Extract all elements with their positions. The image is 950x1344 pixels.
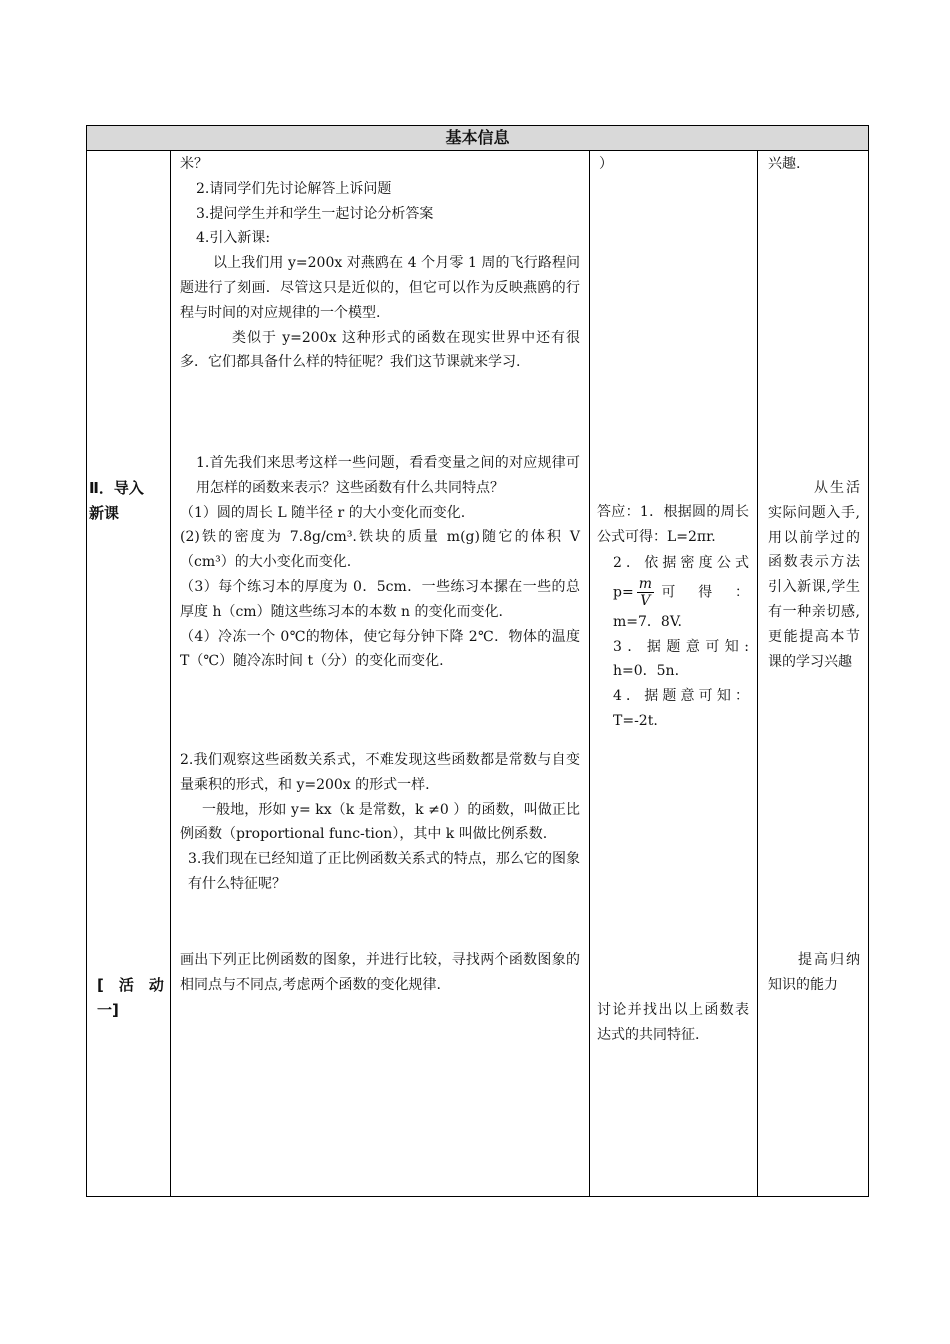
student-answers: 答应：1．根据圆的周长公式可得：L=2πr. 2．依据密度公式 p= $\frac{m}{V}$ 可 得 ：m=7．8V. 3．据题意可知: h=0．5n. 4．据题意可知：T=-2t. — [597, 504, 763, 729]
section-label-activity: [ 活 动 一] — [97, 976, 164, 1019]
table-header: 基本信息 — [87, 126, 868, 151]
design-intent-2: 提高归纳知识的能力 — [768, 952, 860, 993]
student-discussion: 讨论并找出以上函数表达式的共同特征. — [597, 1002, 749, 1043]
question-2: 2.我们观察这些函数关系式，不难发现这些函数都是常数与自变量乘积的形式，和 y=200x 的形式一样. 一般地，形如 y= kx（k 是常数，k ≠0 ）的函数，叫做正比例函数（proportional func-tion），其中 k 叫做比例系数. 3.我们现在已经知道了正比例函数关系式的特点，那么它的图象有什么特征呢？ — [180, 752, 580, 892]
question-1: 1.首先我们来思考这样一些问题，看看变量之间的对应规律可用怎样的函数来表示？这些函数有什么共同特点？ （1）圆的周长 L 随半径 r 的大小变化而变化. (2)铁的密度为 7.8g/cm³.铁块的质量 m(g)随它的体积 V（cm³）的大小变化而变化. （3）每个练习本的厚度为 0．5cm．一些练习本摞在一些的总厚度 h（cm）随这些练习本的本数 n 的变化而变化. （4）冷冻一个 0℃的物体，使它每分钟下降 2℃．物体的温度 T（℃）随冷冻时间 t（分）的变化而变化. — [180, 455, 580, 670]
design-intent-1: 从生活实际问题入手,用以前学过的函数表示方法引入新课,学生有一种亲切感,更能提高本节课的学习兴趣 — [768, 480, 860, 670]
student-activity-top: ） — [599, 156, 613, 172]
teaching-content-top: 米？ 2.请同学们先讨论解答上诉问题 3.提问学生并和学生一起讨论分析答案 4.引入新课: 以上我们用 y=200x 对燕鸥在 4 个月零 1 周的飞行路程问题进行了刻画．尽管这只是近似的，但它可以作为反映燕鸥的行程与时间的对应规律的一个模型. 类似于 y=200x 这种形式的函数在现实世界中还有很多．它们都具备什么样的特征呢？我们这节课就来学习. — [180, 156, 580, 371]
fraction-m-over-v: $\frac{m}{V}$ — [638, 575, 652, 609]
column-divider — [589, 151, 590, 1196]
activity-content: 画出下列正比例函数的图象，并进行比较，寻找两个函数图象的相同点与不同点,考虑两个函数的变化规律. — [180, 952, 580, 993]
column-divider — [170, 151, 171, 1196]
lesson-plan-table — [86, 125, 869, 1197]
design-intent-top: 兴趣. — [768, 156, 801, 172]
section-label-intro: Ⅱ．导入 新课 — [89, 479, 144, 522]
column-divider — [757, 151, 758, 1196]
